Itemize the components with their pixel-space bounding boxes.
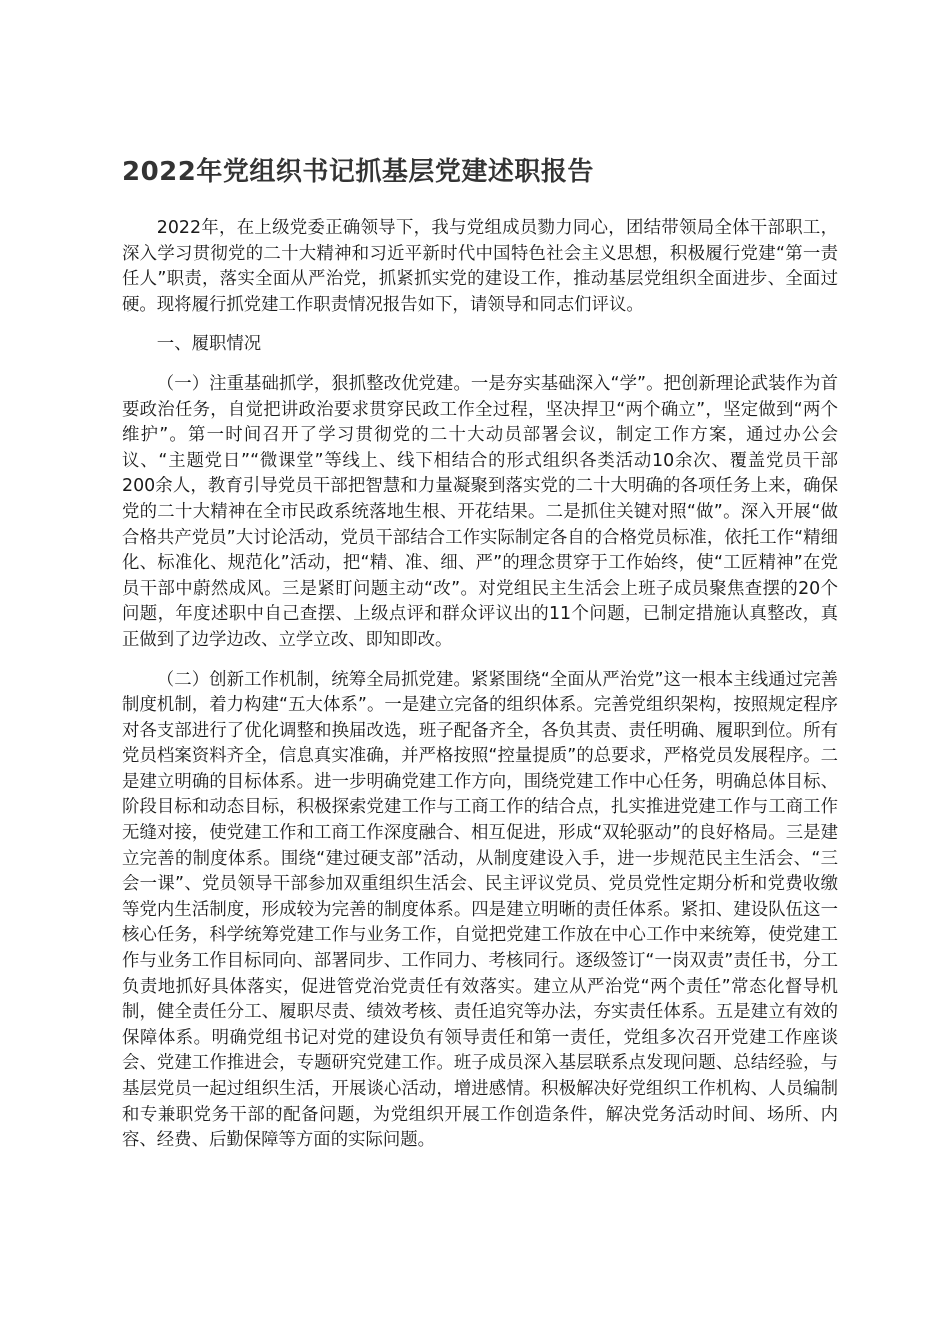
section-heading: 一、履职情况 — [156, 334, 262, 355]
intro-paragraph: 2022年，在上级党委正确领导下，我与党组成员勠力同心，团结带领局全体干部职工，深入学习贯彻党的二十大精神和习近平新时代中国特色社会主义思想，积极履行党建“第一责任人”职责，落实全面从严治党，抓紧抓实党的建设工作，推动基层党组织全面进步、全面过硬。现将履行抓党建工作职责情况报告如下，请领导和同志们评议。 — [122, 218, 838, 315]
body-paragraph-1: （一）注重基础抓学，狠抓整改优党建。一是夯实基础深入“学”。把创新理论武装作为首要政治任务，自觉把讲政治要求贯穿民政工作全过程，坚决捍卫“两个确立”，坚定做到“两个维护”。第一时间召开了学习贯彻党的二十大动员部署会议，制定工作方案，通过办公会议、“主题党日”“微课堂”等线上、线下相结合的形式组织各类活动10余次、覆盖党员干部200余人，教育引导党员干部把智慧和力量凝聚到落实党的二十大明确的各项任务上来，确保党的二十大精神在全市民政系统落地生根、开花结果。二是抓住关键对照“做”。深入开展“做合格共产党员”大讨论活动，党员干部结合工作实际制定各自的合格党员标准，依托工作“精细化、标准化、规范化”活动，把“精、准、细、严”的理念贯穿于工作始终，使“工匠精神”在党员干部中蔚然成风。三是紧盯问题主动“改”。对党组民主生活会上班子成员聚焦查摆的20个问题，年度述职中自己查摆、上级点评和群众评议出的11个问题，已制定措施认真整改，真正做到了边学边改、立学立改、即知即改。 — [122, 373, 838, 650]
page-title: 2022年党组织书记抓基层党建述职报告 — [122, 157, 594, 187]
report-page — [122, 150, 838, 1168]
body-paragraph-2: （二）创新工作机制，统筹全局抓党建。紧紧围绕“全面从严治党”这一根本主线通过完善制度机制，着力构建“五大体系”。一是建立完备的组织体系。完善党组织架构，按照规定程序对各支部进行了优化调整和换届改选，班子配备齐全，各负其责、责任明确、履职到位。所有党员档案资料齐全，信息真实准确，并严格按照“控量提质”的总要求，严格党员发展程序。二是建立明确的目标体系。进一步明确党建工作方向，围绕党建工作中心任务，明确总体目标、阶段目标和动态目标，积极探索党建工作与工商工作的结合点，扎实推进党建工作与工商工作无缝对接，使党建工作和工商工作深度融合、相互促进，形成“双轮驱动”的良好格局。三是建立完善的制度体系。围绕“建过硬支部”活动，从制度建设入手，进一步规范民主生活会、“三会一课”、党员领导干部参加双重组织生活会、民主评议党员、党员党性定期分析和党费收缴等党内生活制度，形成较为完善的制度体系。四是建立明晰的责任体系。紧扣、建设队伍这一核心任务，科学统筹党建工作与业务工作，自觉把党建工作放在中心工作中来统筹，使党建工作与业务工作目标同向、部署同步、工作同力、考核同行。逐级签订“一岗双责”责任书，分工负责地抓好具体落实，促进管党治党责任有效落实。建立从严治党“两个责任”常态化督导机制，健全责任分工、履职尽责、绩效考核、责任追究等办法，夯实责任体系。五是建立有效的保障体系。明确党组书记对党的建设负有领导责任和第一责任，党组多次召开党建工作座谈会、党建工作推进会，专题研究党建工作。班子成员深入基层联系点发现问题、总结经验，与基层党员一起过组织生活，开展谈心活动，增进感情。积极解决好党组织工作机构、人员编制和专兼职党务干部的配备问题，为党组织开展工作创造条件，解决党务活动时间、场所、内容、经费、后勤保障等方面的实际问题。 — [122, 669, 838, 1151]
